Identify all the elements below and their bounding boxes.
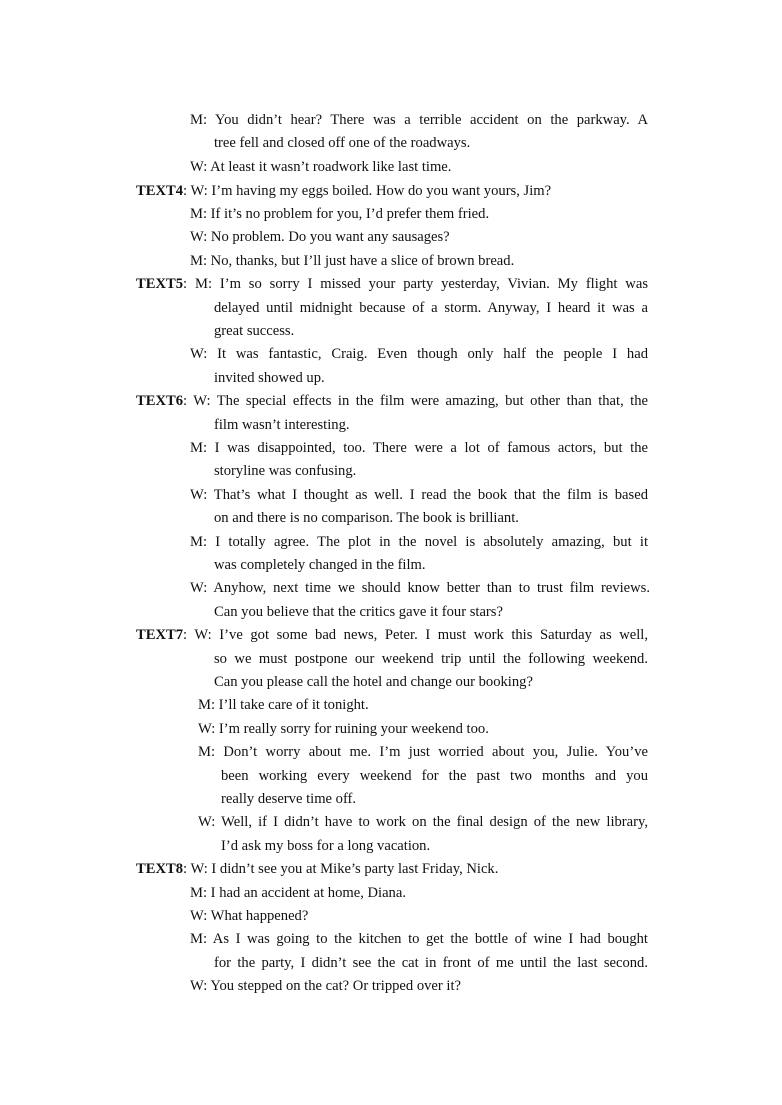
dialog-line: M: As I was going to the kitchen to get the bottle of wine I had bought bbox=[190, 931, 648, 947]
dialog-label: TEXT7 bbox=[136, 627, 184, 643]
dialog-line: storyline was confusing. bbox=[214, 463, 357, 479]
dialog-line: M: I was disappointed, too. There were a lot of famous actors, but the bbox=[190, 440, 648, 456]
dialog-line: film wasn’t interesting. bbox=[214, 417, 350, 433]
dialog-line bbox=[136, 180, 551, 203]
dialog-line: so we must postpone our weekend trip until the following weekend. bbox=[214, 651, 648, 667]
dialog-line: W: Anyhow, next time we should know better than to trust film reviews. bbox=[190, 580, 650, 596]
dialog-line: was completely changed in the film. bbox=[214, 557, 426, 573]
dialog-line: W: No problem. Do you want any sausages? bbox=[190, 229, 450, 245]
dialog-line-text: : W: The special effects in the film were amazing, but other than that, the bbox=[183, 393, 648, 409]
dialog-line: M: I’ll take care of it tonight. bbox=[198, 697, 369, 713]
dialog-line: W: Well, if I didn’t have to work on the final design of the new library, bbox=[198, 814, 648, 830]
dialog-line: W: What happened? bbox=[190, 908, 309, 924]
dialog-line: W: At least it wasn’t roadwork like last time. bbox=[190, 159, 452, 175]
dialog-line bbox=[136, 390, 648, 413]
dialog-line: M: No, thanks, but I’ll just have a slice of brown bread. bbox=[190, 253, 515, 269]
dialog-line-text: : W: I’m having my eggs boiled. How do you want yours, Jim? bbox=[183, 183, 552, 199]
dialog-line: Can you believe that the critics gave it four stars? bbox=[214, 604, 503, 620]
dialog-line bbox=[136, 273, 648, 296]
dialog-line-text: : W: I’ve got some bad news, Peter. I must work this Saturday as well, bbox=[183, 627, 648, 643]
dialog-line-text: : W: I didn’t see you at Mike’s party last Friday, Nick. bbox=[183, 861, 499, 877]
dialog-line: been working every weekend for the past two months and you bbox=[221, 768, 648, 784]
dialog-line: W: I’m really sorry for ruining your weekend too. bbox=[198, 721, 489, 737]
dialog-line: really deserve time off. bbox=[221, 791, 357, 807]
dialog-line: for the party, I didn’t see the cat in front of me until the last second. bbox=[214, 955, 648, 971]
dialog-line: Can you please call the hotel and change our booking? bbox=[214, 674, 533, 690]
dialog-line: M: I had an accident at home, Diana. bbox=[190, 885, 406, 901]
dialog-line: W: That’s what I thought as well. I read the book that the film is based bbox=[190, 487, 648, 503]
dialog-label: TEXT5 bbox=[136, 276, 184, 292]
dialog-line: M: You didn’t hear? There was a terrible accident on the parkway. A bbox=[190, 112, 648, 128]
dialog-label: TEXT8 bbox=[136, 861, 184, 877]
dialog-line-text: : M: I’m so sorry I missed your party yesterday, Vivian. My flight was bbox=[183, 276, 648, 292]
dialog-line: great success. bbox=[214, 323, 295, 339]
dialog-line: invited showed up. bbox=[214, 370, 325, 386]
dialog-line: on and there is no comparison. The book is brilliant. bbox=[214, 510, 519, 526]
dialog-line: I’d ask my boss for a long vacation. bbox=[221, 838, 431, 854]
dialog-line: M: I totally agree. The plot in the novel is absolutely amazing, but it bbox=[190, 534, 648, 550]
dialog-line: M: Don’t worry about me. I’m just worried about you, Julie. You’ve bbox=[198, 744, 648, 760]
dialog-line bbox=[136, 624, 648, 647]
dialog-line: tree fell and closed off one of the roadways. bbox=[214, 135, 471, 151]
dialog-label: TEXT4 bbox=[136, 183, 184, 199]
dialog-line: W: It was fantastic, Craig. Even though only half the people I had bbox=[190, 346, 648, 362]
dialog-line: W: You stepped on the cat? Or tripped over it? bbox=[190, 978, 461, 994]
dialog-line: delayed until midnight because of a storm. Anyway, I heard it was a bbox=[214, 300, 648, 316]
dialog-line bbox=[136, 858, 498, 881]
dialog-label: TEXT6 bbox=[136, 393, 184, 409]
dialog-line: M: If it’s no problem for you, I’d prefer them fried. bbox=[190, 206, 490, 222]
